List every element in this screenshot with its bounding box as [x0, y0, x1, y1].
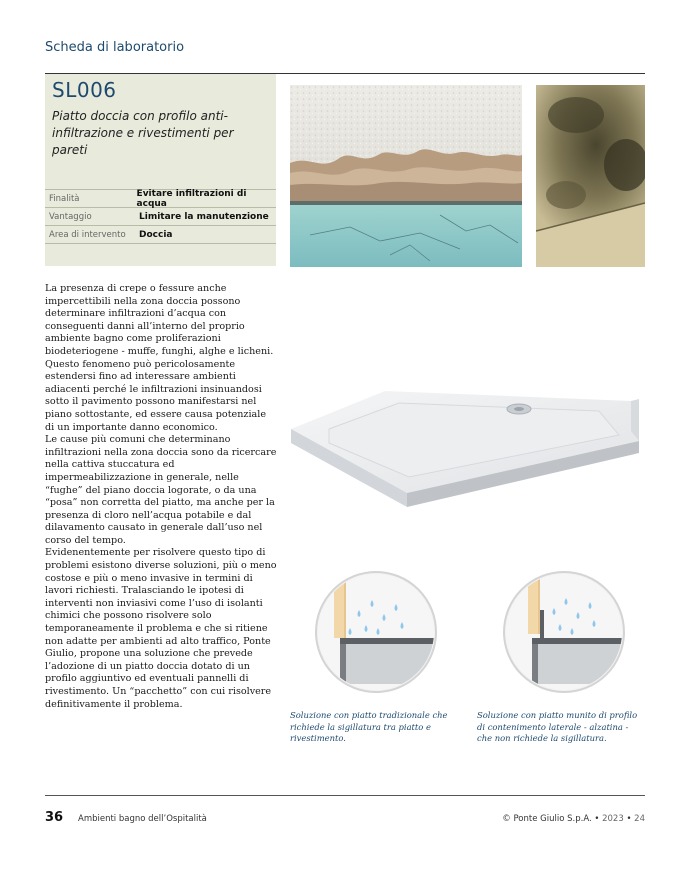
property-label: Vantaggio	[49, 211, 92, 222]
property-label: Area di intervento	[49, 229, 126, 240]
traditional-tray-detail-image	[314, 570, 438, 694]
property-row	[45, 225, 276, 244]
separator: •	[594, 814, 600, 824]
profile-tray-detail-image	[502, 570, 626, 694]
page-number: 36	[45, 810, 64, 825]
copyright: © Ponte Giulio S.p.A.	[502, 814, 592, 824]
property-row	[45, 189, 276, 207]
body-paragraph: La presenza di crepe o fessure anche impercettibili nella zona doccia possono determinare infiltrazioni d’acqua con conseguenti danni all’interno del proprio ambiente bagno come proliferazioni biodeteriogene - muffe, funghi, alghe e licheni. Questo fenomeno può pericolosamente estendersi fino ad interessare ambienti adiacenti perché le infiltrazioni insinuandosi sotto il pavimento possono manifestarsi nel piano sottostante, ed essere causa potenziale di un importante danno economico.	[45, 283, 274, 433]
section-title: Scheda di laboratorio	[45, 40, 185, 55]
caption-traditional: Soluzione con piatto tradizionale che richiede la sigillatura tra piatto e rivestimento.	[290, 710, 448, 743]
separator: •	[626, 814, 632, 824]
bottom-divider	[45, 795, 645, 796]
caption-profile: Soluzione con piatto munito di profilo di contenimento laterale - alzatina - che non richiede la sigillatura.	[477, 710, 638, 743]
sheet-code: SL006	[52, 78, 117, 102]
property-value: Doccia	[139, 229, 173, 240]
body-paragraph: Evidenentemente per risolvere questo tipo di problemi esistono diverse soluzioni, più o meno costose e più o meno invasive in termini di lavori richiesti. Tralasciando le ipotesi di interventi non inviasivi come l’uso di isolanti chimici che possono risolvere solo temporaneamente il problema e che si ritiene non adatte per ambienti ad alto traffico, Ponte Giulio, propone una soluzione che prevede l’adozione di un piatto doccia dotato di un profilo aggiuntivo ed eventuali pannelli di rivestimento. Un “pacchetto” con cui risolvere definitivamente il problema.	[45, 547, 277, 710]
sheet-title: Piatto doccia con profilo anti-infiltrazione e rivestimenti per pareti	[52, 109, 234, 157]
footer-credits	[502, 814, 645, 824]
mold-ceiling-photo	[536, 85, 645, 267]
issue-number: 24	[634, 814, 645, 824]
property-label: Finalità	[49, 193, 80, 204]
body-paragraph: Le cause più comuni che determinano infiltrazioni nella zona doccia sono da ricercare nella cattiva stuccatura ed impermeabilizzazione in generale, nelle “fughe” del piano doccia logorate, o da una “posa” non corretta del piatto, ma anche per la presenza di cloro nell’acqua potabile e dal dilavamento causato in generale dall’uso nel corso del tempo.	[45, 434, 277, 546]
body-text	[45, 283, 277, 711]
property-table	[45, 189, 276, 244]
property-value: Evitare infiltrazioni di acqua	[136, 188, 247, 209]
year: 2023	[602, 814, 624, 824]
shower-tray-image	[289, 385, 645, 515]
publication-title: Ambienti bagno dell’Ospitalità	[78, 814, 207, 824]
lab-sheet-card	[45, 74, 276, 266]
damaged-wall-photo	[290, 85, 522, 267]
property-row	[45, 207, 276, 225]
property-value: Limitare la manutenzione	[139, 211, 269, 222]
